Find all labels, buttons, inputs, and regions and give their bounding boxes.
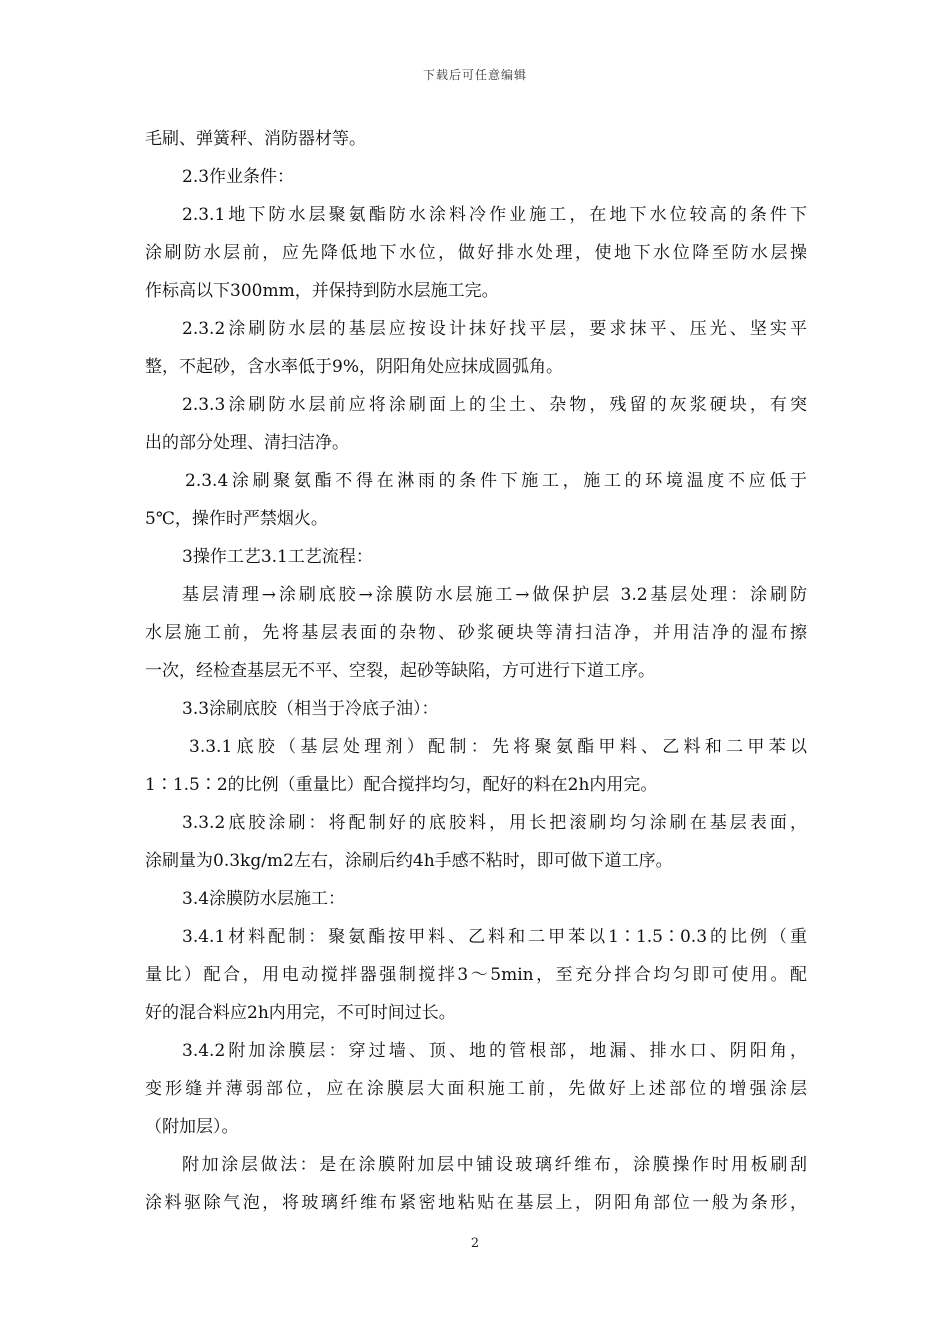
- page-number: 2: [470, 1236, 480, 1251]
- text-line: 涂刷量为0.3kg/m2左右，涂刷后约4h手感不粘时，即可做下道工序。: [145, 851, 673, 871]
- text-line: 2.3.2涂刷防水层的基层应按设计抹好找平层，要求抹平、压光、坚实平: [182, 319, 807, 339]
- text-line: 好的混合料应2h内用完，不可时间过长。: [145, 1003, 456, 1023]
- text-line: 3.3.2底胶涂刷：将配制好的底胶料，用长把滚刷均匀涂刷在基层表面，: [182, 813, 807, 833]
- text-line: 整，不起砂，含水率低于9%，阴阳角处应抹成圆弧角。: [145, 357, 563, 377]
- text-line: 3.3.1底胶（基层处理剂）配制：先将聚氨酯甲料、乙料和二甲苯以: [189, 737, 807, 757]
- section-heading-3: 3操作工艺3.1工艺流程：: [182, 547, 373, 567]
- text-line: 量比）配合，用电动搅拌器强制搅拌3～5min，至充分拌合均匀即可使用。配: [145, 965, 807, 985]
- section-heading-2-3: 2.3作业条件：: [182, 167, 295, 187]
- body-text: [145, 120, 807, 1222]
- text-line: 一次，经检查基层无不平、空裂，起砂等缺陷，方可进行下道工序。: [145, 661, 655, 681]
- text-line: 作标高以下300mm，并保持到防水层施工完。: [145, 281, 499, 301]
- text-line: 5℃，操作时严禁烟火。: [145, 509, 328, 529]
- section-heading-3-3: 3.3涂刷底胶（相当于冷底子油）：: [182, 699, 439, 719]
- text-line: 涂料驱除气泡，将玻璃纤维布紧密地粘贴在基层上，阴阳角部位一般为条形，: [145, 1193, 807, 1213]
- text-line: 出的部分处理、清扫洁净。: [145, 433, 349, 453]
- text-line: 毛刷、弹簧秤、消防器材等。: [145, 129, 366, 149]
- text-line: 3.4.2附加涂膜层：穿过墙、顶、地的管根部，地漏、排水口、阴阳角，: [182, 1041, 807, 1061]
- text-line: 3.4.1材料配制：聚氨酯按甲料、乙料和二甲苯以1∶1.5∶0.3的比例（重: [182, 927, 807, 947]
- page-header: 下载后可任意编辑: [422, 68, 527, 82]
- text-line: （附加层）。: [145, 1117, 239, 1137]
- text-line: 2.3.3涂刷防水层前应将涂刷面上的尘土、杂物，残留的灰浆硬块，有突: [182, 395, 807, 415]
- text-line: 2.3.1地下防水层聚氨酯防水涂料冷作业施工，在地下水位较高的条件下: [182, 205, 807, 225]
- section-heading-3-4: 3.4涂膜防水层施工：: [182, 889, 346, 909]
- text-line: 1∶1.5∶2的比例（重量比）配合搅拌均匀，配好的料在2h内用完。: [145, 775, 658, 795]
- text-line: 水层施工前，先将基层表面的杂物、砂浆硬块等清扫洁净，并用洁净的湿布擦: [145, 623, 807, 643]
- text-line: 基层清理→涂刷底胶→涂膜防水层施工→做保护层 3.2基层处理：涂刷防: [182, 585, 807, 605]
- text-line: 附加涂层做法：是在涂膜附加层中铺设玻璃纤维布，涂膜操作时用板刷刮: [182, 1155, 807, 1175]
- text-line: 2.3.4涂刷聚氨酯不得在淋雨的条件下施工，施工的环境温度不应低于: [185, 471, 807, 491]
- text-line: 涂刷防水层前，应先降低地下水位，做好排水处理，使地下水位降至防水层操: [145, 243, 807, 263]
- text-line: 变形缝并薄弱部位，应在涂膜层大面积施工前，先做好上述部位的增强涂层: [145, 1079, 807, 1099]
